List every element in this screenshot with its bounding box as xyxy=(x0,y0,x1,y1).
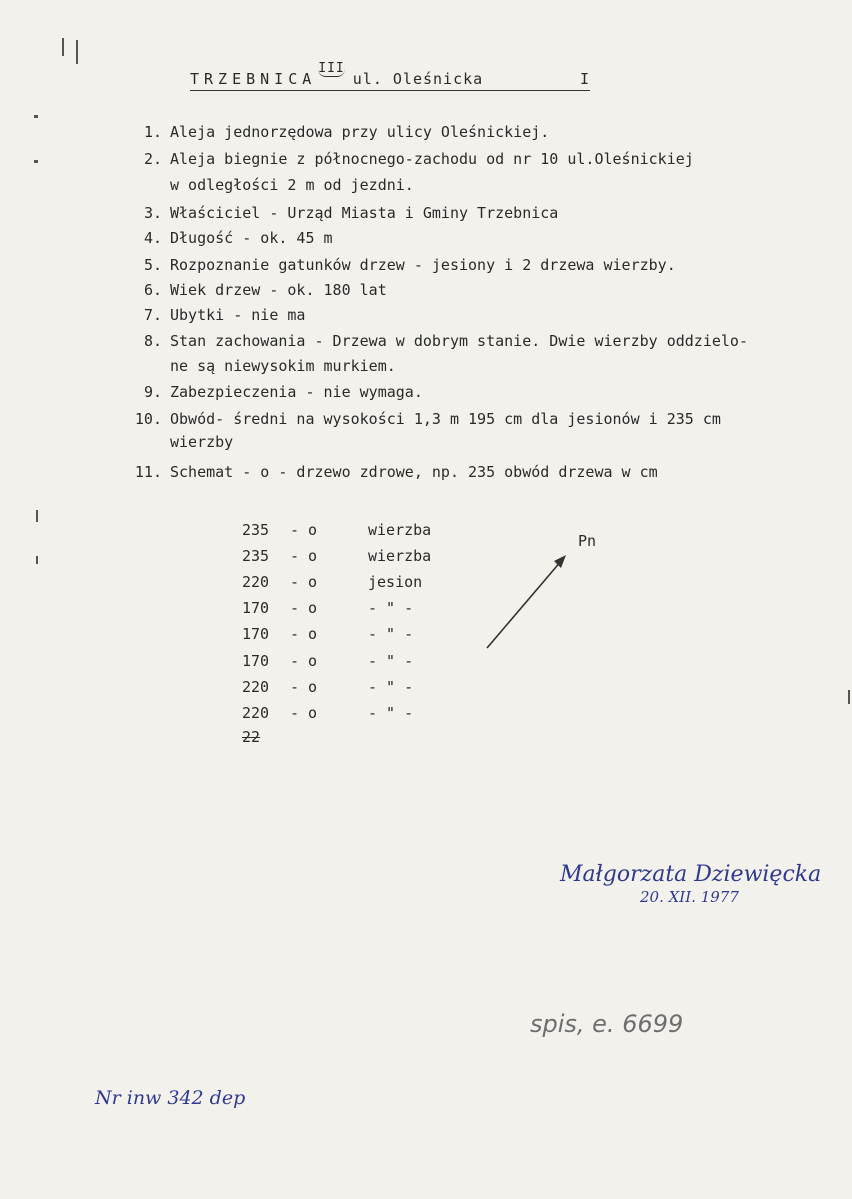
tree-row xyxy=(0,599,852,619)
tree-symbol: - o xyxy=(290,625,318,643)
signature-name: Małgorzata Dziewięcka xyxy=(560,862,822,887)
list-item xyxy=(0,281,387,299)
tree-circumference: 220 xyxy=(242,573,270,591)
item-number: 10. xyxy=(134,410,162,428)
tree-symbol: - o xyxy=(290,573,318,591)
item-text: Wiek drzew - ok. 180 lat xyxy=(170,281,387,299)
tree-circumference: 170 xyxy=(242,599,270,617)
north-arrow-icon xyxy=(480,550,580,660)
binder-mark xyxy=(34,115,38,118)
item-continuation: wierzby xyxy=(170,433,234,451)
tree-species: - " - xyxy=(368,704,414,722)
tree-species: - " - xyxy=(368,625,414,643)
item-number: 1. xyxy=(143,123,162,141)
tree-circumference: 235 xyxy=(242,521,270,539)
title-street: ul. Oleśnicka xyxy=(352,70,484,88)
signature-date: 20. XII. 1977 xyxy=(640,888,739,906)
list-item xyxy=(0,204,558,222)
tree-row xyxy=(0,678,852,698)
list-item xyxy=(0,123,549,141)
tree-species: - " - xyxy=(368,678,414,696)
tree-circumference: 220 xyxy=(242,704,270,722)
tree-species: jesion xyxy=(368,573,423,591)
item-number: 2. xyxy=(143,150,162,168)
item-text: Aleja jednorzędowa przy ulicy Oleśnickiej. xyxy=(170,123,550,141)
tree-symbol: - o xyxy=(290,599,318,617)
item-text: Rozpoznanie gatunków drzew - jesiony i 2 drzewa wierzby. xyxy=(170,256,676,274)
item-continuation: ne są niewysokim murkiem. xyxy=(170,357,396,375)
list-item xyxy=(0,463,658,481)
item-number: 9. xyxy=(143,383,162,401)
tree-species: wierzba xyxy=(368,521,432,539)
binder-mark xyxy=(62,38,64,56)
tree-row xyxy=(0,625,852,645)
tree-symbol: - o xyxy=(290,521,318,539)
item-text: Zabezpieczenia - nie wymaga. xyxy=(170,383,423,401)
tree-symbol: - o xyxy=(290,652,318,670)
item-number: 4. xyxy=(143,229,162,247)
tree-species: - " - xyxy=(368,652,414,670)
list-item xyxy=(0,256,676,274)
item-number: 8. xyxy=(143,332,162,350)
item-number: 6. xyxy=(143,281,162,299)
title-number: I xyxy=(579,70,590,88)
item-number: 5. xyxy=(143,256,162,274)
tree-circumference: 235 xyxy=(242,547,270,565)
tree-row xyxy=(0,652,852,672)
item-text: Ubytki - nie ma xyxy=(170,306,306,324)
item-text: Właściciel - Urząd Miasta i Gminy Trzebnica xyxy=(170,204,559,222)
tree-row xyxy=(0,573,852,593)
spis-annotation: spis, e. 6699 xyxy=(530,1010,684,1038)
list-item xyxy=(0,150,694,168)
tree-row xyxy=(0,704,852,724)
compass-label: Pn xyxy=(578,532,597,550)
list-item xyxy=(0,383,423,401)
item-text: Obwód- średni na wysokości 1,3 m 195 cm dla jesionów i 235 cm xyxy=(170,410,721,428)
item-text: Aleja biegnie z północnego-zachodu od nr 10 ul.Oleśnickiej xyxy=(170,150,694,168)
tree-row xyxy=(0,521,852,541)
item-text: Stan zachowania - Drzewa w dobrym stanie. Dwie wierzby oddzielo- xyxy=(170,332,748,350)
list-item xyxy=(0,306,305,324)
tree-circumference: 170 xyxy=(242,625,270,643)
item-number: 3. xyxy=(143,204,162,222)
list-item xyxy=(0,332,748,350)
list-item xyxy=(0,410,721,428)
item-number: 11. xyxy=(134,463,162,481)
item-number: 7. xyxy=(143,306,162,324)
tree-symbol: - o xyxy=(290,678,318,696)
title-mark: III xyxy=(318,61,345,76)
tree-symbol: - o xyxy=(290,547,318,565)
struck-out-value: 22 xyxy=(242,728,261,746)
tree-circumference: 170 xyxy=(242,652,270,670)
tree-circumference: 220 xyxy=(242,678,270,696)
item-continuation: w odległości 2 m od jezdni. xyxy=(170,176,414,194)
binder-mark xyxy=(76,40,78,64)
item-text: Schemat - o - drzewo zdrowe, np. 235 obwód drzewa w cm xyxy=(170,463,658,481)
tree-species: wierzba xyxy=(368,547,432,565)
title-city: TRZEBNICA xyxy=(190,70,317,88)
document-title xyxy=(190,61,590,91)
tree-species: - " - xyxy=(368,599,414,617)
tree-symbol: - o xyxy=(290,704,318,722)
inventory-annotation: Nr inw 342 dep xyxy=(95,1087,246,1109)
tree-row xyxy=(0,547,852,567)
list-item xyxy=(0,229,333,247)
item-text: Długość - ok. 45 m xyxy=(170,229,333,247)
